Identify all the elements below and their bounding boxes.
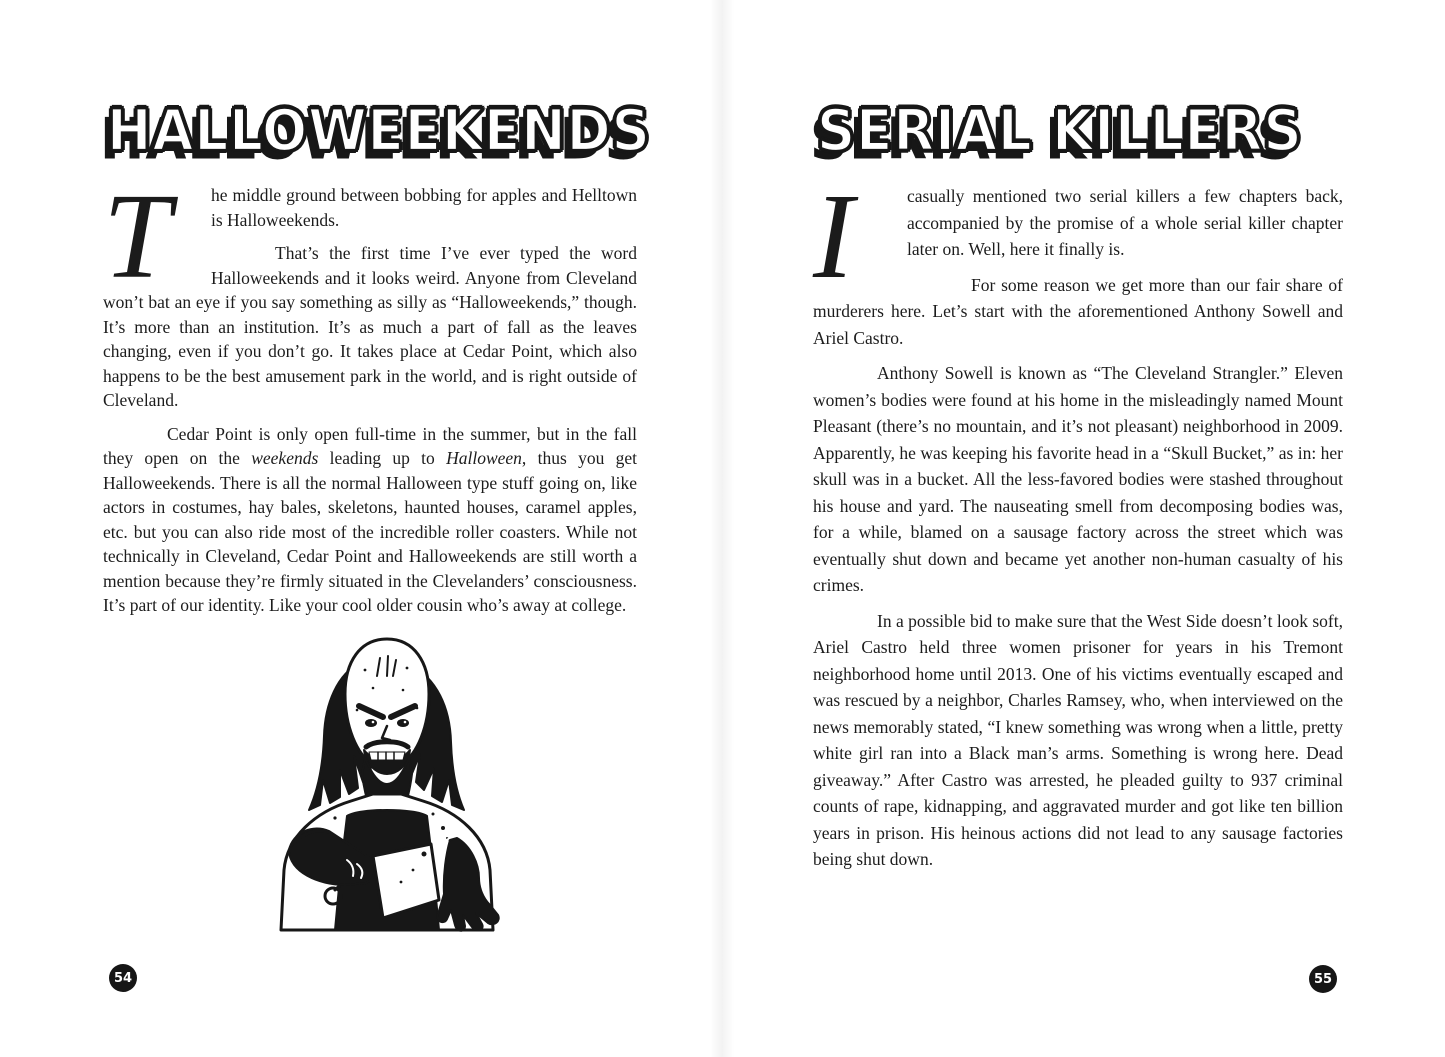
paragraph: In a possible bid to make sure that the West Side doesn’t look soft, Ariel Castro held three women prisoner for years in his Tremont neighborhood home until 2013. One of his victims eventually escaped and was rescued by a neighbor, Charles Ramsey, who, when interviewed on the news memorably stated, “I knew something was wrong when a little, pretty white girl ran into a Black man’s arms. Something is wrong here. Dead giveaway.” After Castro was arrested, he pleaded guilty to 937 criminal counts of rape, kidnapping, and aggravated murder and got like ten billion years in prison. His heinous actions did not lead to any sausage factories being shut down. [813, 610, 1343, 869]
body-text-right [813, 169, 1343, 873]
page-left [103, 98, 651, 932]
page-right [813, 98, 1343, 882]
book-spine-crease [710, 0, 734, 1057]
drop-cap-t: T [103, 169, 171, 304]
butcher-illustration-svg [261, 632, 515, 932]
body-text-left [103, 169, 637, 618]
page-number-right: 55 [1313, 971, 1333, 987]
butcher-illustration [261, 632, 515, 932]
paragraph: he middle ground between bobbing for apples and Helltown is Halloweekends. [211, 185, 637, 230]
paragraph: casually mentioned two serial killers a few chapters back, accompanied by the promise of a whole serial killer chapter later on. Well, here it finally is. [907, 186, 1343, 259]
paragraph: For some reason we get more than our fair share of murderers here. Let’s start with the aforementioned Anthony Sowell and Ariel Castro. [813, 274, 1343, 348]
paragraph: Anthony Sowell is known as “The Cleveland Strangler.” Eleven women’s bodies were found at his home in the misleadingly named Mount Pleasant (there’s no mountain, and it’s not pleasant) neighborhood in 2009. Apparently, he was keeping his favorite head in a “Skull Bucket,” as in: her skull was in a bucket. All the less-favored bodies were stashed throughout his house and yard. The nauseating smell from decomposing bodies was, for a while, blamed on a sausage factory across the street which was eventually shut down and became yet another non-human casualty of his crimes. [813, 363, 1343, 595]
chapter-title-serial-killers: SERIAL KILLERS [817, 98, 1303, 164]
page-number-badge-54 [109, 964, 137, 992]
page-number-left: 54 [113, 970, 133, 986]
paragraph: Cedar Point is only open full-time in the summer, but in the fall they open on the weekends leading up to Halloween, thus you get Halloweekends. There is all the normal Halloween type stuff going on, like actors in costumes, hay bales, skeletons, haunted houses, caramel apples, etc. but you can also ride most of the incredible roller coasters. While not technically in Cleveland, Cedar Point and Halloweekends are still worth a mention because they’re firmly situated in the Clevelanders’ consciousness. It’s part of our identity. Like your cool older cousin who’s away at college. [103, 423, 637, 615]
chapter-title-halloweekends: HALLOWEEKENDS [107, 98, 651, 164]
page-number-badge-55 [1309, 965, 1337, 993]
paragraph: That’s the first time I’ve ever typed the word Halloweekends and it looks weird. Anyone from Cleveland won’t bat an eye if you say something as silly as “Halloweekends,” though. It’s more than an institution. It’s as much a part of fall as the leaves changing, even if you don’t go. It takes place at Cedar Point, which also happens to be the best amusement park in the world, and is right outside of Cleveland. [103, 243, 637, 410]
drop-cap-i: I [813, 169, 854, 304]
